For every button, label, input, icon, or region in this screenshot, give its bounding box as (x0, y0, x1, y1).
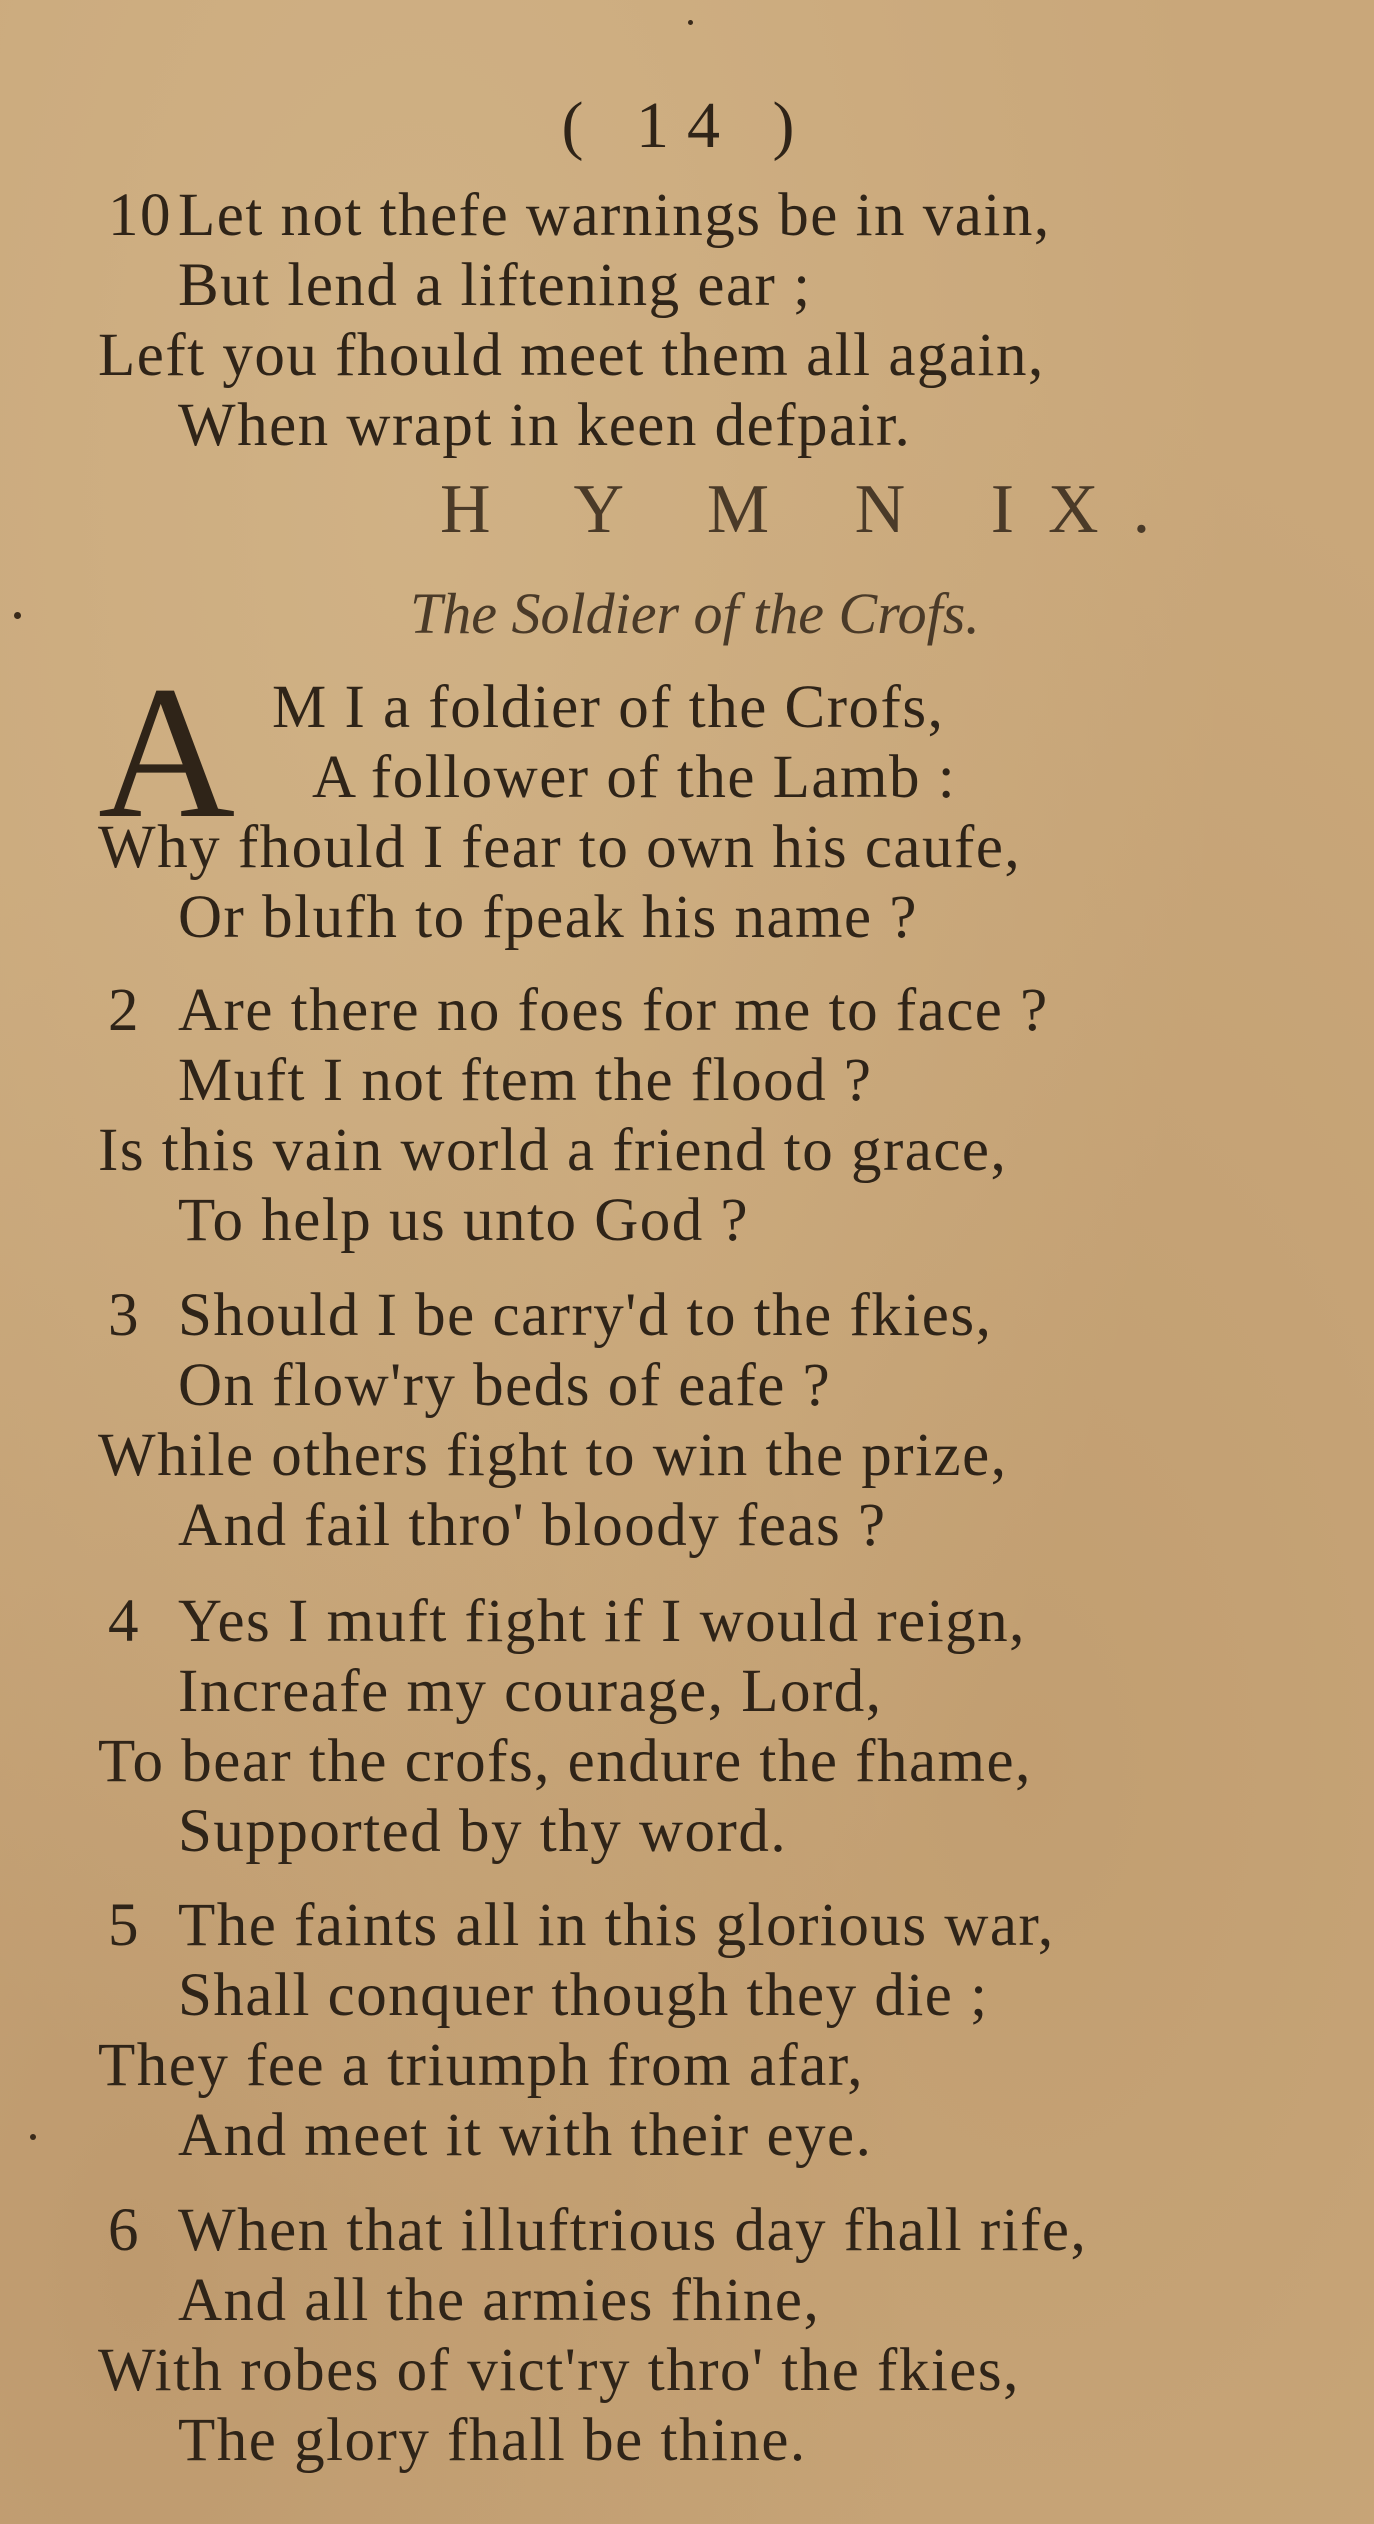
stanza-3-line-1: 3 Should I be carry'd to the fkies, (108, 1280, 992, 1352)
stanza-4-line-3: To bear the crofs, endure the fhame, (98, 1728, 1032, 1795)
stanza-10-line-2: But lend a liftening ear ; (178, 252, 812, 319)
hymn-subtitle: The Soldier of the Crofs. (410, 581, 980, 646)
stanza-10-line-3: Left you fhould meet them all again, (98, 322, 1045, 389)
stanza-3-line-3: While others fight to win the prize, (98, 1422, 1008, 1489)
stanza-6-line-2: And all the armies fhine, (178, 2267, 821, 2334)
stanza-5-line-2: Shall conquer though they die ; (178, 1962, 989, 2029)
stanza-6-line-1: 6 When that illuftrious day fhall rife, (108, 2195, 1087, 2267)
stanza-1-line-2: A follower of the Lamb : (312, 744, 957, 811)
stanza-1-line-1: M I a foldier of the Crofs, (272, 674, 945, 741)
stanza-4-line-2: Increafe my courage, Lord, (178, 1658, 883, 1725)
stanza-5-line-1: 5 The faints all in this glorious war, (108, 1890, 1055, 1962)
stanza-number: 2 (108, 977, 140, 1044)
stanza-2-line-4: To help us unto God ? (178, 1187, 750, 1254)
stanza-1-line-3: Why fhould I fear to own his caufe, (98, 814, 1022, 881)
stanza-number: 4 (108, 1588, 140, 1655)
stanza-number: 5 (108, 1892, 140, 1959)
stanza-4-line-4: Supported by thy word. (178, 1798, 788, 1865)
page-number: ( 14 ) (561, 89, 813, 162)
stanza-3-line-2: On flow'ry beds of eafe ? (178, 1352, 832, 1419)
stanza-10-line-1: 10Let not thefe warnings be in vain, (108, 180, 1051, 252)
stanza-5-line-3: They fee a triumph from afar, (98, 2032, 864, 2099)
hymn-title: H Y M N IX. (440, 471, 1185, 548)
stanza-4-line-1: 4 Yes I muft fight if I would reign, (108, 1586, 1026, 1658)
stanza-6-line-3: With robes of vict'ry thro' the fkies, (98, 2337, 1020, 2404)
stanza-2-line-1: 2 Are there no foes for me to face ? (108, 975, 1049, 1047)
stanza-number: 3 (108, 1282, 140, 1349)
paper-speck (688, 20, 693, 25)
stanza-5-line-4: And meet it with their eye. (178, 2102, 873, 2169)
paper-speck (14, 612, 21, 619)
stanza-number: 10 (108, 182, 172, 249)
stanza-2-line-3: Is this vain world a friend to grace, (98, 1117, 1008, 1184)
stanza-3-line-4: And fail thro' bloody feas ? (178, 1492, 887, 1559)
stanza-10-line-4: When wrapt in keen defpair. (178, 392, 912, 459)
stanza-number: 6 (108, 2197, 140, 2264)
paper-speck (30, 2134, 36, 2140)
stanza-2-line-2: Muft I not ftem the flood ? (178, 1047, 873, 1114)
stanza-6-line-4: The glory fhall be thine. (178, 2407, 807, 2474)
drop-cap: A (98, 648, 236, 858)
stanza-1-line-4: Or blufh to fpeak his name ? (178, 884, 918, 951)
